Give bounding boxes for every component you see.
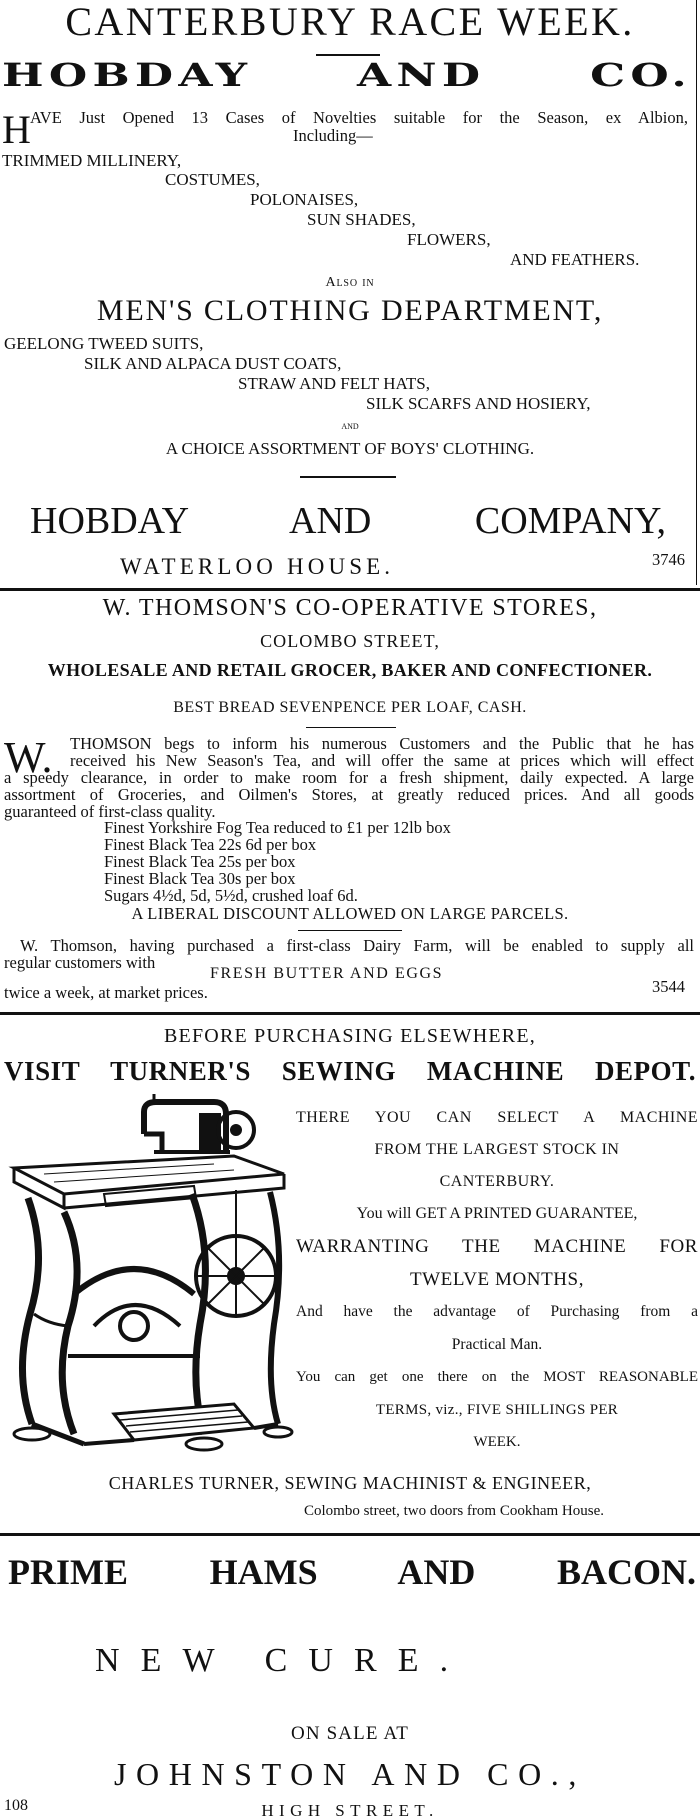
intro-line: AVE Just Opened 13 Cases of Novelties suitable for the Season, ex Albion, (30, 108, 688, 127)
new-cure-heading: NEW CURE. (95, 1642, 470, 1679)
price-item: Finest Black Tea 22s 6d per box (104, 835, 317, 854)
and-label: and (341, 418, 359, 432)
sewing-machine-illustration (4, 1094, 294, 1474)
dairy-line: regular customers with (4, 953, 156, 972)
address-line: Colombo street, two doors from Cookham House. (304, 1503, 604, 1519)
dairy-goods: FRESH BUTTER AND EGGS (210, 965, 444, 982)
paragraph-line: a speedy clearance, in order to make room for a fresh shipment, daily expected. A large (4, 768, 694, 787)
goods-item: FLOWERS, (407, 230, 491, 249)
depot-text-line: You will GET A PRINTED GUARANTEE, (356, 1205, 638, 1222)
depot-text-line: FROM THE LARGEST STOCK IN (374, 1141, 620, 1158)
depot-text-line: And have the advantage of Purchasing from a (296, 1303, 698, 1320)
depot-text-line: Practical Man. (451, 1336, 543, 1353)
depot-title: VISIT TURNER'S SEWING MACHINE DEPOT. (4, 1056, 696, 1086)
johnston-advertisement (0, 1536, 700, 1817)
paragraph-line: received his New Season's Tea, and will offer the same at prices which will effect (70, 751, 694, 770)
boys-clothing: A CHOICE ASSORTMENT OF BOYS' CLOTHING. (165, 439, 535, 458)
drop-cap: H (2, 107, 31, 152)
waterloo-house: WATERLOO HOUSE. (120, 554, 395, 579)
race-week-title: CANTERBURY RACE WEEK. (65, 0, 635, 44)
ref-number: 3746 (652, 550, 685, 569)
turner-advertisement (0, 1014, 700, 1526)
goods-item: SUN SHADES, (307, 210, 416, 229)
high-street-line: HIGH STREET. (261, 1801, 439, 1817)
thomson-advertisement (0, 590, 700, 1015)
depot-text-line: WARRANTING THE MACHINE FOR (296, 1236, 698, 1257)
trade-line: WHOLESALE AND RETAIL GROCER, BAKER AND CONFECTIONER. (47, 660, 653, 680)
depot-text-line: WEEK. (473, 1434, 521, 1450)
dairy-line: twice a week, at market prices. (4, 983, 208, 1002)
short-rule (316, 54, 380, 56)
price-item: Finest Yorkshire Fog Tea reduced to £1 per 12lb box (104, 818, 451, 837)
discount-line: A LIBERAL DISCOUNT ALLOWED ON LARGE PARCELS. (131, 904, 569, 923)
price-item: Finest Black Tea 30s per box (104, 869, 296, 888)
depot-text-line: THERE YOU CAN SELECT A MACHINE (296, 1109, 698, 1126)
depot-text-line: You can get one there on the MOST REASONABLE (296, 1369, 698, 1385)
street-line: COLOMBO STREET, (260, 631, 440, 651)
price-item: Sugars 4½d, 5d, 5½d, crushed loaf 6d. (104, 886, 358, 905)
short-rule (298, 930, 402, 931)
clothing-item: SILK AND ALPACA DUST COATS, (84, 354, 342, 373)
paragraph-line: guaranteed of first-class quality. (4, 802, 216, 821)
drop-cap: W. (4, 733, 53, 782)
short-rule (300, 476, 396, 478)
goods-item: POLONAISES, (250, 190, 359, 209)
on-sale-line: ON SALE AT (290, 1723, 409, 1744)
johnston-firm: JOHNSTON AND CO., (114, 1756, 586, 1792)
firm-name-banner: HOBDAY AND CO. (2, 57, 692, 94)
goods-item: AND FEATHERS. (510, 250, 640, 269)
depot-text-line: CANTERBURY. (439, 1173, 555, 1190)
department-heading: MEN'S CLOTHING DEPARTMENT, (96, 294, 604, 327)
paragraph-line: assortment of Groceries, and Oilmen's Stores, at greatly reduced prices. And all goods (4, 785, 694, 804)
depot-text-line: TWELVE MONTHS, (409, 1269, 585, 1290)
hobday-advertisement (0, 0, 700, 590)
before-purchasing: BEFORE PURCHASING ELSEWHERE, (164, 1025, 536, 1047)
bread-line: BEST BREAD SEVENPENCE PER LOAF, CASH. (173, 699, 527, 716)
page-number: 108 (4, 1797, 28, 1814)
intro-line: Including— (293, 126, 373, 145)
proprietor-line: CHARLES TURNER, SEWING MACHINIST & ENGINEER, (108, 1473, 592, 1493)
company-heading: HOBDAY AND COMPANY, (30, 500, 666, 542)
clothing-item: STRAW AND FELT HATS, (238, 374, 430, 393)
price-item: Finest Black Tea 25s per box (104, 852, 296, 871)
hams-bacon-heading: PRIME HAMS AND BACON. (8, 1552, 696, 1592)
clothing-item: SILK SCARFS AND HOSIERY, (366, 394, 591, 413)
short-rule (306, 727, 396, 728)
stores-title: W. THOMSON'S CO-OPERATIVE STORES, (102, 595, 598, 621)
clothing-item: GEELONG TWEED SUITS, (4, 334, 204, 353)
paragraph-line: THOMSON begs to inform his numerous Customers and the Public that he has (70, 734, 694, 753)
also-in-label: Also in (325, 275, 375, 290)
goods-item: COSTUMES, (165, 170, 260, 189)
goods-item: TRIMMED MILLINERY, (2, 151, 182, 170)
depot-text-line: TERMS, viz., FIVE SHILLINGS PER (375, 1402, 619, 1418)
dairy-line: W. Thomson, having purchased a first-class Dairy Farm, will be enabled to supply all (20, 936, 694, 955)
ref-number: 3544 (652, 977, 685, 996)
